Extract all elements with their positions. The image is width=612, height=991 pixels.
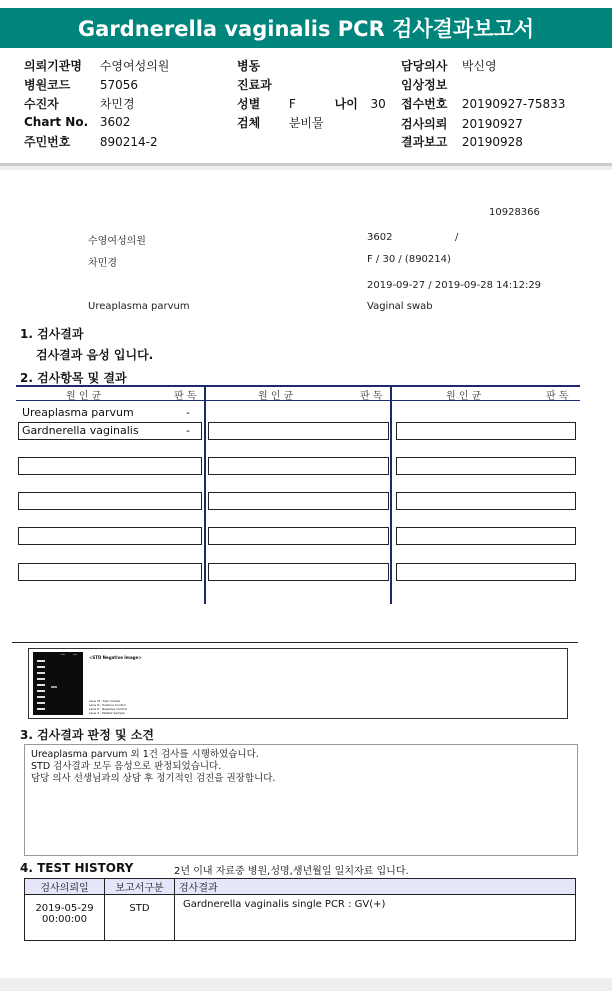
- item-result-2: -: [186, 424, 190, 437]
- history-col-result: 검사결과: [175, 879, 576, 895]
- report-chart: 3602: [367, 232, 393, 243]
- grid-header-col3: [392, 387, 580, 401]
- gel-legend-line: Lane M : Size marker: [89, 699, 121, 703]
- item-result-1: -: [186, 406, 190, 419]
- report-number: 10928366: [489, 207, 540, 218]
- empty-cell: [18, 457, 202, 475]
- age-value: 30: [370, 97, 386, 111]
- empty-cell: [396, 527, 576, 545]
- hospital-code-label: 병원코드: [24, 78, 71, 92]
- report-specimen: Vaginal swab: [367, 301, 433, 312]
- gel-legend-line: Lane P : Negative Control: [89, 707, 128, 711]
- section3-title: 3. 검사결과 판정 및 소견: [20, 728, 154, 742]
- clinical-info-label: 임상정보: [401, 78, 448, 92]
- request-date-value: 20190927: [461, 117, 523, 131]
- empty-cell: [208, 527, 389, 545]
- grid-header-col1: [16, 387, 204, 401]
- empty-cell: [208, 492, 389, 510]
- gel-image-box: [28, 648, 568, 719]
- ward-label: [237, 57, 260, 74]
- col3-pathogen-header: 원 인 균: [446, 391, 482, 402]
- section4-title: 4. TEST HISTORY: [20, 861, 134, 875]
- header-row-doctor: [401, 57, 497, 74]
- gel-legend-line: Lane S : Patient Sample: [89, 711, 125, 715]
- grid-divider-1: [204, 387, 206, 604]
- col2-pathogen-header: 원 인 균: [258, 391, 294, 402]
- grid-header-col2: [206, 387, 390, 401]
- age-label: 나이: [334, 97, 358, 111]
- header-row-chart: [24, 115, 130, 129]
- specimen-row: [237, 114, 324, 131]
- empty-cell: [396, 457, 576, 475]
- empty-cell: [396, 422, 576, 440]
- report-title: Gardnerella vaginalis PCR 검사결과보고서: [0, 8, 612, 48]
- clinic-value: 수영여성의원: [99, 59, 170, 73]
- header-row-hospital-code: [24, 76, 138, 93]
- col1-judgement-header: 판 독: [174, 391, 197, 402]
- report-dates: 2019-09-27 / 2019-09-28 14:12:29: [367, 280, 542, 291]
- history-col-type: 보고서구분: [105, 879, 175, 895]
- gel-legend: [89, 699, 127, 715]
- grid-divider-2: [390, 387, 392, 604]
- patient-label: 수진자: [24, 97, 59, 111]
- header-row-patient: [24, 95, 135, 112]
- empty-cell: [396, 563, 576, 581]
- col1-pathogen-header: 원 인 균: [66, 391, 102, 402]
- report-clinic: 수영여성의원: [88, 236, 146, 247]
- clinic-label: 의뢰기관명: [24, 59, 82, 73]
- patient-value: 차민경: [99, 97, 135, 111]
- empty-cell: [18, 492, 202, 510]
- opinion-box: [24, 744, 578, 856]
- report-test-name: Ureaplasma parvum: [88, 301, 190, 312]
- header-row-clinical-info: [401, 76, 462, 93]
- section2-title: 2. 검사항목 및 결과: [20, 371, 127, 385]
- resident-no-label: 주민번호: [24, 135, 71, 149]
- header-divider-shadow: [0, 166, 612, 170]
- gel-electrophoresis-image: [33, 652, 83, 715]
- page-bottom-band: [0, 978, 612, 991]
- sex-age-row: [237, 95, 386, 112]
- report-slash: /: [455, 232, 459, 243]
- history-table: [24, 878, 576, 941]
- sex-value: F: [288, 97, 296, 111]
- empty-cell: [18, 527, 202, 545]
- opinion-line: 담당 의사 선생님과의 상담 후 정기적인 검진을 권장합니다.: [31, 773, 276, 784]
- report-patient: 차민경: [88, 258, 117, 269]
- section1-result: 검사결과 음성 입니다.: [36, 348, 154, 362]
- header-row-resident-no: [24, 133, 158, 150]
- empty-cell: [208, 422, 389, 440]
- history-date-cell: [25, 895, 105, 941]
- resident-no-value: 890214-2: [99, 135, 158, 149]
- gel-caption: <STD Negative Image>: [89, 655, 142, 660]
- opinion-line: STD 검사결과 모두 음성으로 판정되었습니다.: [31, 761, 222, 772]
- section1-title: 1. 검사결과: [20, 327, 84, 341]
- chart-no-label: Chart No.: [24, 115, 89, 129]
- item-name-1: Ureaplasma parvum: [22, 406, 134, 419]
- dept-label-text: 진료과: [237, 78, 272, 92]
- opinion-line: Ureaplasma parvum 외 1건 검사를 시행하였습니다.: [31, 749, 259, 760]
- history-result: Gardnerella vaginalis single PCR : GV(+): [175, 895, 576, 941]
- empty-cell: [208, 457, 389, 475]
- hospital-code-value: 57056: [99, 78, 139, 92]
- specimen-label: 검체: [237, 116, 261, 130]
- table-row: [25, 895, 576, 941]
- history-type: STD: [105, 895, 175, 941]
- chart-no-value: 3602: [99, 115, 131, 129]
- doctor-value: 박신영: [461, 59, 497, 73]
- history-note: 2년 이내 자료중 병원,성명,생년월일 일치자료 입니다.: [174, 866, 409, 877]
- section-divider: [12, 642, 578, 643]
- history-date: 2019-05-29: [35, 903, 94, 914]
- header-row-clinic: [24, 57, 169, 74]
- history-time: 00:00:00: [42, 914, 87, 925]
- request-date-label: 검사의뢰: [401, 117, 448, 131]
- doctor-label: 담당의사: [401, 59, 448, 73]
- specimen-value: 분비물: [288, 116, 324, 130]
- sex-label: 성별: [237, 97, 261, 111]
- col3-judgement-header: 판 독: [546, 391, 569, 402]
- empty-cell: [396, 492, 576, 510]
- col2-judgement-header: 판 독: [360, 391, 383, 402]
- report-date-label: 결과보고: [401, 135, 448, 149]
- item-name-2: Gardnerella vaginalis: [22, 424, 139, 437]
- header-row-request-date: [401, 115, 523, 132]
- header-row-report-date: [401, 133, 523, 150]
- empty-cell: [208, 563, 389, 581]
- dept-label: [237, 76, 272, 93]
- report-date-value: 20190928: [461, 135, 523, 149]
- receipt-no-label: 접수번호: [401, 97, 448, 111]
- history-col-date: 검사의뢰일: [25, 879, 105, 895]
- ward-label-text: 병동: [237, 59, 261, 73]
- header-row-receipt-no: [401, 95, 565, 112]
- empty-cell: [18, 563, 202, 581]
- report-sex-age: F / 30 / (890214): [367, 254, 451, 265]
- gel-legend-line: Lane N : Positive Control: [89, 703, 126, 707]
- receipt-no-value: 20190927-75833: [461, 97, 566, 111]
